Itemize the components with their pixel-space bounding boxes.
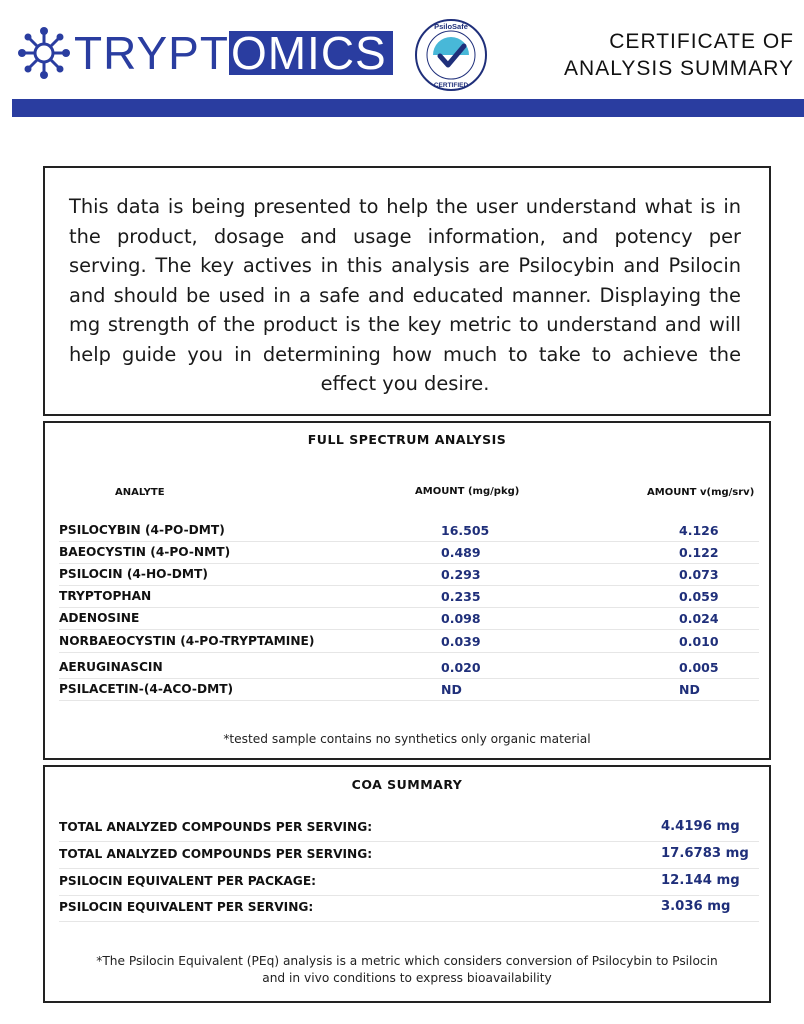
- note-line-1: *The Psilocin Equivalent (PEq) analysis is a metric which considers conversion of Psilocybin to Psilocin: [96, 954, 718, 968]
- molecule-icon: [18, 27, 70, 79]
- seal-top-text: PsiloSafe: [434, 22, 468, 31]
- column-header-amount-srv: AMOUNT v(mg/srv): [647, 487, 755, 498]
- psilocin-equivalent-note: [55, 953, 759, 987]
- table-row: [59, 585, 759, 608]
- amount-pkg: 0.293: [441, 567, 481, 582]
- amount-pkg: 0.039: [441, 634, 481, 649]
- amount-srv: 0.122: [679, 545, 719, 560]
- summary-label: TOTAL ANALYZED COMPOUNDS PER SERVING:: [59, 847, 373, 861]
- summary-label: PSILOCIN EQUIVALENT PER SERVING:: [59, 900, 314, 914]
- amount-pkg: 0.489: [441, 545, 481, 560]
- logo-text-trypt: TRYPT: [74, 27, 229, 79]
- table-row: [59, 630, 759, 653]
- table-row: [59, 563, 759, 586]
- title-line-2: ANALYSIS SUMMARY: [564, 57, 794, 80]
- amount-srv: 0.005: [679, 660, 719, 675]
- full-spectrum-title: FULL SPECTRUM ANALYSIS: [307, 432, 507, 447]
- summary-row: [59, 869, 759, 896]
- summary-value: 4.4196 mg: [661, 819, 740, 834]
- analyte-name: ADENOSINE: [59, 611, 140, 625]
- analyte-name: TRYPTOPHAN: [59, 589, 152, 603]
- analyte-name: PSILOCIN (4-HO-DMT): [59, 567, 208, 581]
- summary-label: TOTAL ANALYZED COMPOUNDS PER SERVING:: [59, 820, 373, 834]
- table-row: [59, 607, 759, 630]
- page-title: [564, 28, 794, 82]
- summary-value: 3.036 mg: [661, 899, 731, 914]
- amount-pkg: ND: [441, 682, 462, 697]
- header-divider-bar: [12, 99, 804, 117]
- column-header-amount-pkg: AMOUNT (mg/pkg): [415, 486, 520, 497]
- analyte-name: BAEOCYSTIN (4-PO-NMT): [59, 545, 231, 559]
- organic-material-note: *tested sample contains no synthetics only organic material: [223, 732, 591, 746]
- column-header-analyte: ANALYTE: [115, 487, 165, 498]
- amount-pkg: 16.505: [441, 523, 490, 538]
- coa-summary-title: COA SUMMARY: [351, 777, 463, 792]
- psilosafe-certified-seal: [414, 18, 488, 92]
- intro-text: This data is being presented to help the user understand what is in the product, dosage and usage information, and potency per serving. The key actives in this analysis are Psilocybin and Psilocin and should be used in a safe and educated manner. Displaying the mg strength of the product is the key metric to understand and will help guide you in determining how much to take to achieve the effect you desire.: [69, 195, 741, 395]
- tryptomics-logo: [18, 26, 393, 80]
- table-row: [59, 656, 759, 679]
- amount-srv: 0.024: [679, 611, 719, 626]
- amount-pkg: 0.020: [441, 660, 481, 675]
- summary-row: [59, 895, 759, 922]
- table-row: [59, 678, 759, 701]
- amount-srv: 0.010: [679, 634, 719, 649]
- full-spectrum-analysis-panel: [43, 421, 771, 760]
- title-line-1: CERTIFICATE OF: [609, 30, 794, 53]
- amount-srv: 4.126: [679, 523, 719, 538]
- summary-value: 17.6783 mg: [661, 846, 749, 861]
- table-row: [59, 519, 759, 542]
- amount-pkg: 0.235: [441, 589, 481, 604]
- analyte-name: PSILACETIN-(4-ACO-DMT): [59, 682, 234, 696]
- amount-pkg: 0.098: [441, 611, 481, 626]
- amount-srv: ND: [679, 682, 700, 697]
- coa-summary-panel: [43, 765, 771, 1003]
- logo-text-omics: OMICS: [229, 31, 393, 75]
- note-line-2: and in vivo conditions to express bioavailability: [262, 971, 552, 985]
- intro-box: [43, 166, 771, 416]
- analyte-name: NORBAEOCYSTIN (4-PO-TRYPTAMINE): [59, 634, 315, 648]
- seal-bottom-text: CERTIFIED: [433, 82, 469, 89]
- table-row: [59, 541, 759, 564]
- amount-srv: 0.073: [679, 567, 719, 582]
- amount-srv: 0.059: [679, 589, 719, 604]
- summary-row: [59, 815, 759, 842]
- summary-label: PSILOCIN EQUIVALENT PER PACKAGE:: [59, 874, 317, 888]
- summary-row: [59, 842, 759, 869]
- analyte-name: PSILOCYBIN (4-PO-DMT): [59, 523, 225, 537]
- summary-value: 12.144 mg: [661, 873, 740, 888]
- analyte-name: AERUGINASCIN: [59, 660, 163, 674]
